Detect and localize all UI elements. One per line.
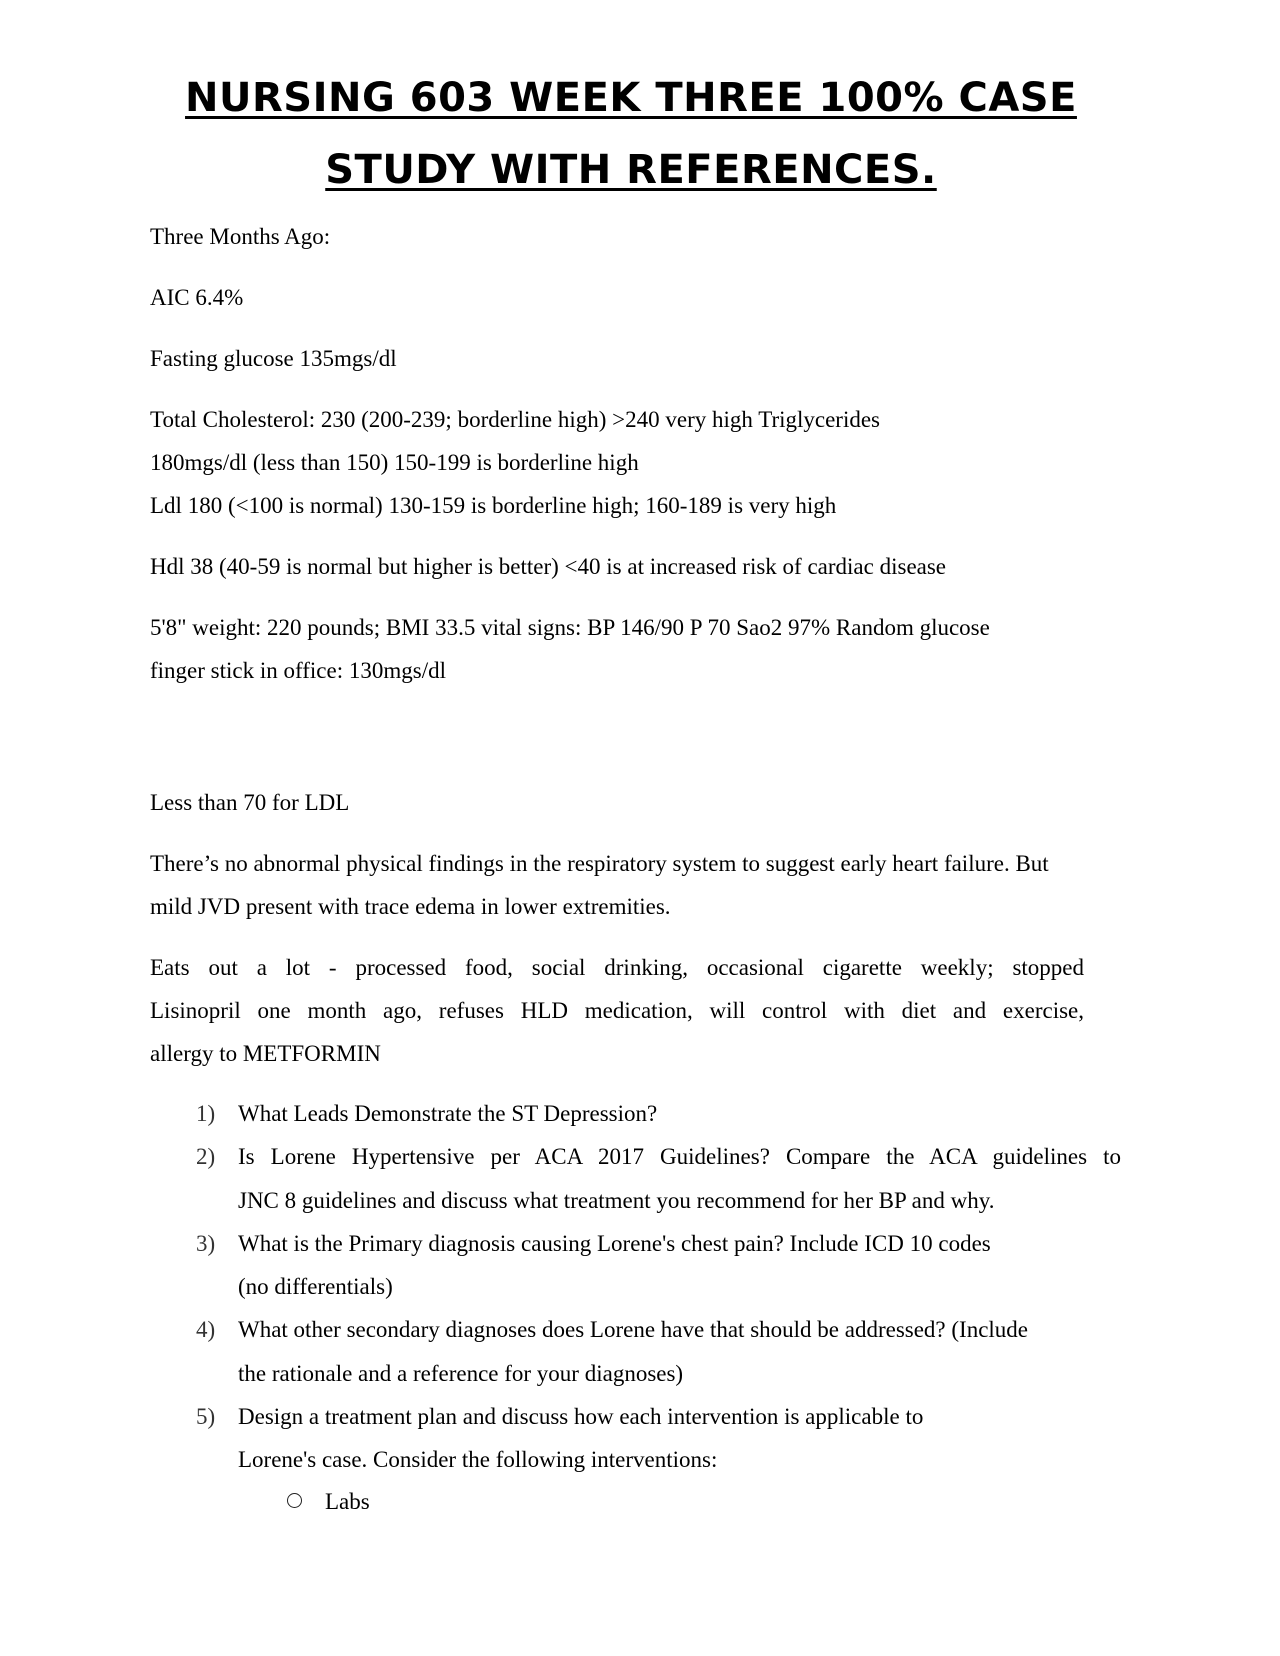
question-number: 2) (196, 1144, 216, 1169)
document-title-line-1: NURSING 603 WEEK THREE 100% CASE (185, 75, 1077, 121)
lab-cholesterol-line-2: 180mgs/dl (less than 150) 150-199 is borderline high (150, 450, 639, 475)
question-text: What is the Primary diagnosis causing Lorene's chest pain? Include ICD 10 codes (238, 1231, 991, 1256)
vitals-line-2: finger stick in office: 130mgs/dl (150, 658, 446, 683)
hollow-circle-bullet-icon (287, 1493, 302, 1508)
history-line-3: allergy to METFORMIN (150, 1041, 381, 1066)
history-line-1: Eats out a lot - processed food, social drinking, occasional cigarette weekly; stopped (150, 955, 1084, 980)
history-line-2: Lisinopril one month ago, refuses HLD medication, will control with diet and exercise, (150, 998, 1084, 1023)
section-heading: Three Months Ago: (150, 224, 331, 249)
question-text-continued: JNC 8 guidelines and discuss what treatment you recommend for her BP and why. (238, 1188, 995, 1213)
question-text-continued: (no differentials) (238, 1274, 393, 1299)
question-text: Design a treatment plan and discuss how each intervention is applicable to (238, 1404, 924, 1429)
document-title-line-2: STUDY WITH REFERENCES. (325, 147, 937, 193)
question-number: 3) (196, 1231, 216, 1256)
ldl-goal: Less than 70 for LDL (150, 790, 350, 815)
findings-line-2: mild JVD present with trace edema in lower extremities. (150, 894, 671, 919)
lab-cholesterol-line-1: Total Cholesterol: 230 (200-239; borderline high) >240 very high Triglycerides (150, 407, 881, 432)
lab-ldl: Ldl 180 (<100 is normal) 130-159 is borderline high; 160-189 is very high (150, 493, 837, 518)
question-number: 5) (196, 1404, 216, 1429)
question-text: What other secondary diagnoses does Lorene have that should be addressed? (Include (238, 1317, 1029, 1342)
question-text: Is Lorene Hypertensive per ACA 2017 Guidelines? Compare the ACA guidelines to (238, 1144, 1121, 1169)
lab-hdl: Hdl 38 (40-59 is normal but higher is better) <40 is at increased risk of cardiac disease (150, 554, 947, 579)
question-text: What Leads Demonstrate the ST Depression? (238, 1101, 658, 1126)
intervention-item: Labs (325, 1489, 370, 1514)
findings-line-1: There’s no abnormal physical findings in the respiratory system to suggest early heart failure. But (150, 851, 1049, 876)
vitals-line-1: 5'8" weight: 220 pounds; BMI 33.5 vital signs: BP 146/90 P 70 Sao2 97% Random glucose (150, 615, 990, 640)
question-text-continued: Lorene's case. Consider the following interventions: (238, 1447, 718, 1472)
lab-fasting-glucose: Fasting glucose 135mgs/dl (150, 346, 397, 371)
question-number: 4) (196, 1317, 216, 1342)
question-number: 1) (196, 1101, 216, 1126)
question-text-continued: the rationale and a reference for your diagnoses) (238, 1361, 684, 1386)
lab-a1c: AIC 6.4% (150, 285, 244, 310)
